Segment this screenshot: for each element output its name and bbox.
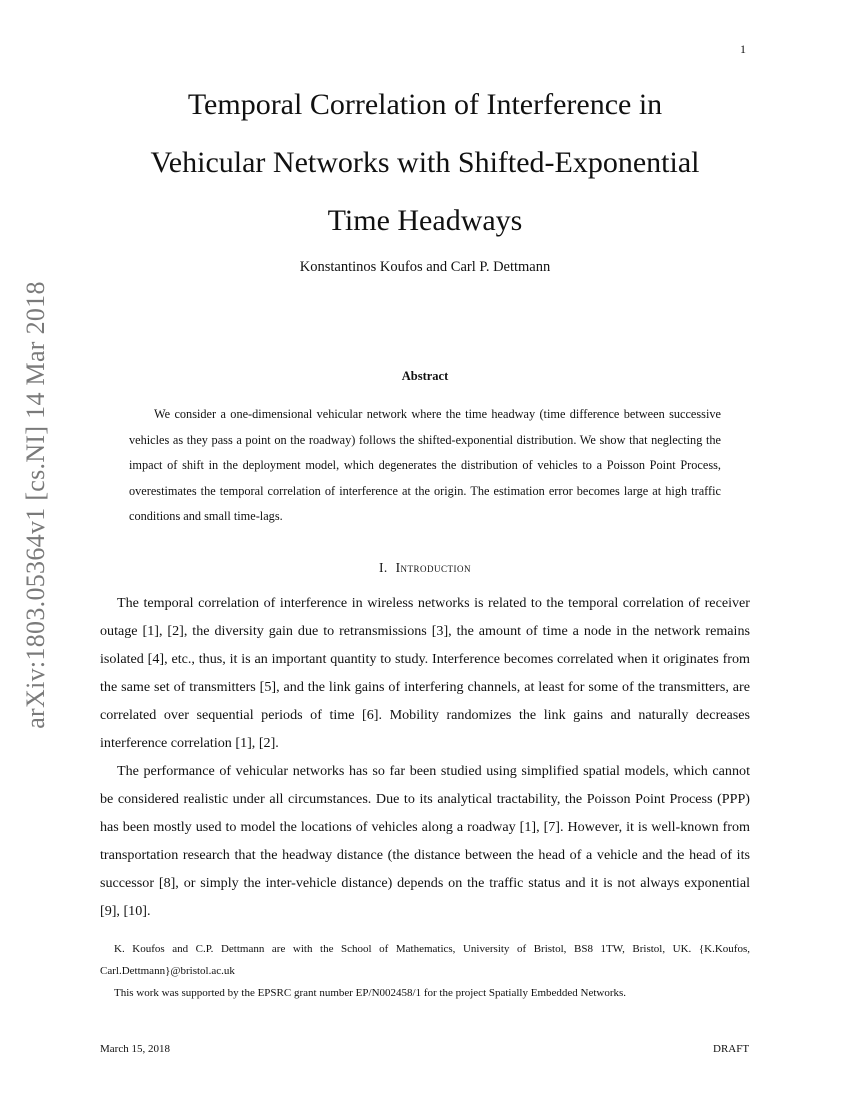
footnote-funding: This work was supported by the EPSRC grant number EP/N002458/1 for the project Spatially Embedded Networks.: [114, 987, 627, 999]
footnotes: [100, 938, 750, 1004]
footer-date: March 15, 2018: [100, 1043, 170, 1055]
abstract-heading: Abstract: [401, 369, 449, 383]
paragraph-1: The temporal correlation of interference in wireless networks is related to the temporal correlation of receiver outage [1], [2], the diversity gain due to retransmissions [3], the amount of time a node in the network remains isolated [4], etc., thus, it is an important quantity to study. Interference becomes correlated when it originates from the same set of transmitters [5], and the link gains of interfering channels, at least for some of the transmitters, are correlated over sequential periods of time [6]. Mobility randomizes the link gains and naturally decreases interference correlation [1], [2].: [100, 595, 750, 751]
paper-title: [90, 76, 760, 250]
introduction-body: [100, 589, 750, 925]
title-line-1: Temporal Correlation of Interference in: [187, 88, 663, 121]
title-line-2: Vehicular Networks with Shifted-Exponential: [150, 146, 700, 179]
author-list: Konstantinos Koufos and Carl P. Dettmann: [299, 259, 551, 275]
footer-draft-label: DRAFT: [713, 1043, 750, 1055]
section-title: Introduction: [395, 560, 472, 575]
title-line-3: Time Headways: [327, 204, 523, 237]
footnote-affiliation: K. Koufos and C.P. Dettmann are with the School of Mathematics, University of Bristol, BS8 1TW, Bristol, UK. {K.Koufos, Carl.Dettmann}@bristol.ac.uk: [100, 943, 750, 977]
arxiv-identifier-stamp: arXiv:1803.05364v1 [cs.NI] 14 Mar 2018: [21, 281, 50, 729]
page-number: 1: [740, 42, 746, 56]
paragraph-2: The performance of vehicular networks has so far been studied using simplified spatial models, which cannot be considered realistic under all circumstances. Due to its analytical tractability, the Poisson Point Process (PPP) has been mostly used to model the locations of vehicles along a roadway [1], [7]. However, it is well-known from transportation research that the headway distance (the distance between the head of a vehicle and the head of its successor [8], or simply the inter-vehicle distance) depends on the traffic status and it is not always exponential [9], [10].: [100, 763, 750, 919]
section-number: I.: [378, 560, 388, 575]
abstract-body: We consider a one-dimensional vehicular network where the time headway (time difference between successive vehicles as they pass a point on the roadway) follows the shifted-exponential distribution. We show that neglecting the impact of shift in the deployment model, which degenerates the distribution of vehicles to a Poisson Point Process, overestimates the temporal correlation of interference at the origin. The estimation error becomes large at high traffic conditions and small time-lags.: [129, 407, 721, 523]
section-heading: [0, 560, 850, 576]
